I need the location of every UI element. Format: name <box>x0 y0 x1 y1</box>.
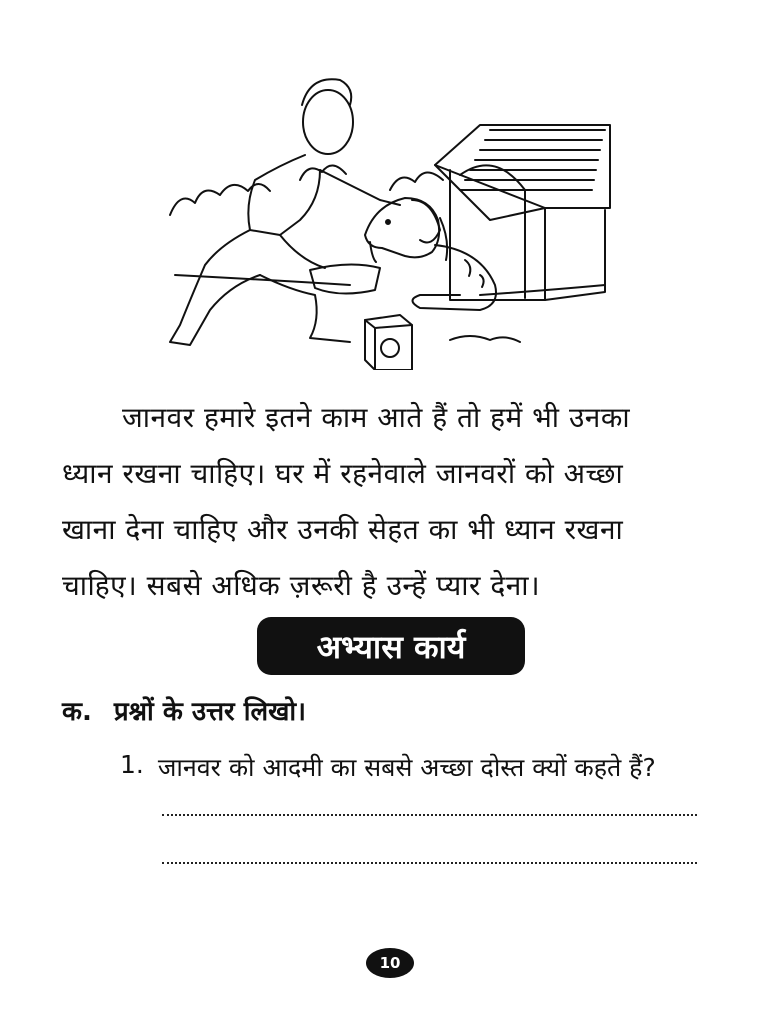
food-bowl-icon <box>310 264 380 293</box>
paragraph-line: जानवर हमारे इतने काम आते हैं तो हमें भी उनका <box>122 401 631 434</box>
page-number: 10 <box>366 948 414 978</box>
paragraph-line: खाना देना चाहिए और उनकी सेहत का भी ध्यान रखना <box>62 513 624 546</box>
question-text: जानवर को आदमी का सबसे अच्छा दोस्त क्यों कहते हैं? <box>157 753 656 782</box>
exercise-block <box>62 692 742 782</box>
dog-food-box-icon <box>365 315 412 370</box>
question-number: 1. <box>120 750 144 779</box>
paragraph-line: चाहिए। सबसे अधिक ज़रूरी है उन्हें प्यार देना। <box>62 569 541 602</box>
dog-house-icon <box>435 125 610 300</box>
answer-line[interactable] <box>162 814 697 816</box>
answer-line[interactable] <box>162 862 697 864</box>
exercise-instruction-text: प्रश्नों के उत्तर लिखो। <box>113 697 306 727</box>
boy-icon <box>170 79 400 345</box>
story-paragraph <box>62 390 728 614</box>
question-item <box>120 750 656 784</box>
exercise-label: क. <box>62 697 92 727</box>
exercise-instruction <box>62 692 742 728</box>
boy-feeding-dog-illustration <box>150 70 620 370</box>
section-heading: अभ्यास कार्य <box>257 617 525 675</box>
paragraph-line: ध्यान रखना चाहिए। घर में रहनेवाले जानवरों को अच्छा <box>62 457 624 490</box>
dog-icon <box>365 198 496 310</box>
bushes-icon <box>170 165 443 215</box>
